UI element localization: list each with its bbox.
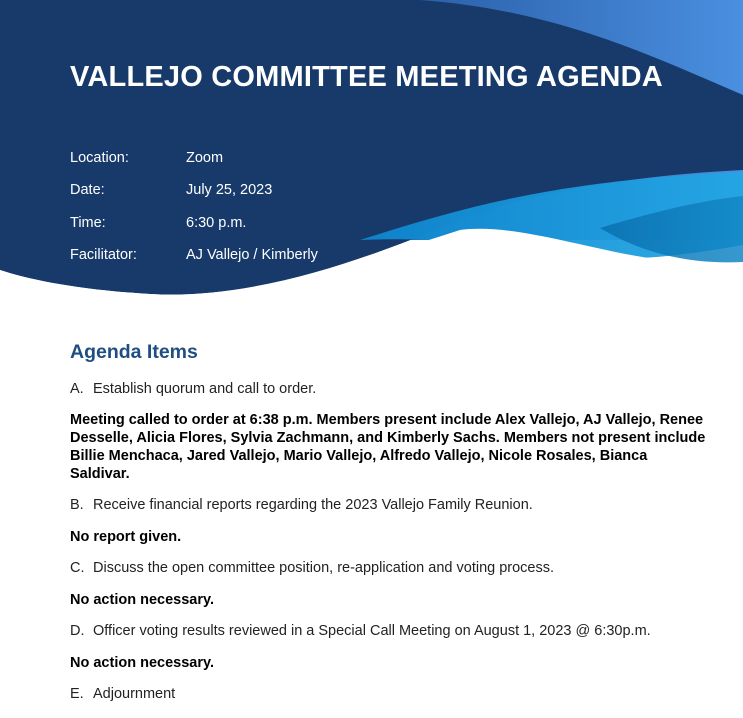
detail-row-time [70, 207, 318, 239]
agenda-list [70, 380, 710, 704]
item-letter: B. [70, 497, 84, 513]
agenda-note-b: No report given. [70, 529, 182, 545]
item-letter: D. [70, 623, 85, 639]
detail-label: Time: [70, 214, 106, 231]
item-text: Receive financial reports regarding the 2023 Vallejo Family Reunion. [93, 497, 533, 513]
detail-value: July 25, 2023 [186, 182, 273, 199]
item-letter: A. [70, 381, 84, 397]
item-text: Officer voting results reviewed in a Special Call Meeting on August 1, 2023 @ 6:30p.m. [93, 623, 651, 639]
agenda-item-d [70, 622, 710, 641]
detail-label: Location: [70, 150, 129, 167]
detail-value: Zoom [186, 150, 224, 167]
detail-row-facilitator [70, 239, 318, 271]
page-title: VALLEJO COMMITTEE MEETING AGENDA [70, 61, 663, 93]
detail-value: 6:30 p.m. [186, 214, 247, 231]
item-text: Establish quorum and call to order. [93, 381, 317, 397]
item-text: Discuss the open committee position, re-application and voting process. [93, 560, 555, 576]
agenda-heading: Agenda Items [70, 341, 198, 363]
detail-row-date [70, 174, 318, 206]
agenda-item-b [70, 496, 710, 515]
detail-label: Date: [70, 182, 105, 199]
detail-value: AJ Vallejo / Kimberly [186, 247, 318, 264]
detail-label: Facilitator: [70, 247, 137, 264]
agenda-note-d: No action necessary. [70, 655, 214, 671]
agenda-note-c: No action necessary. [70, 592, 214, 608]
detail-row-location [70, 142, 318, 174]
meeting-details [70, 142, 318, 271]
item-letter: C. [70, 560, 85, 576]
agenda-item-e [70, 685, 710, 704]
agenda-item-c [70, 559, 710, 578]
item-text: Adjournment [93, 686, 176, 702]
agenda-item-a [70, 380, 710, 399]
agenda-note-a: Meeting called to order at 6:38 p.m. Members present include Alex Vallejo, AJ Vallejo, Renee Desselle, Alicia Flores, Sylvia Zachmann, and Kimberly Sachs. Members not present include Billie Menchaca, Jared Vallejo, Mario Vallejo, Alfredo Vallejo, Nicole Rosales, Bianca Saldivar. [70, 412, 706, 482]
item-letter: E. [70, 686, 84, 702]
